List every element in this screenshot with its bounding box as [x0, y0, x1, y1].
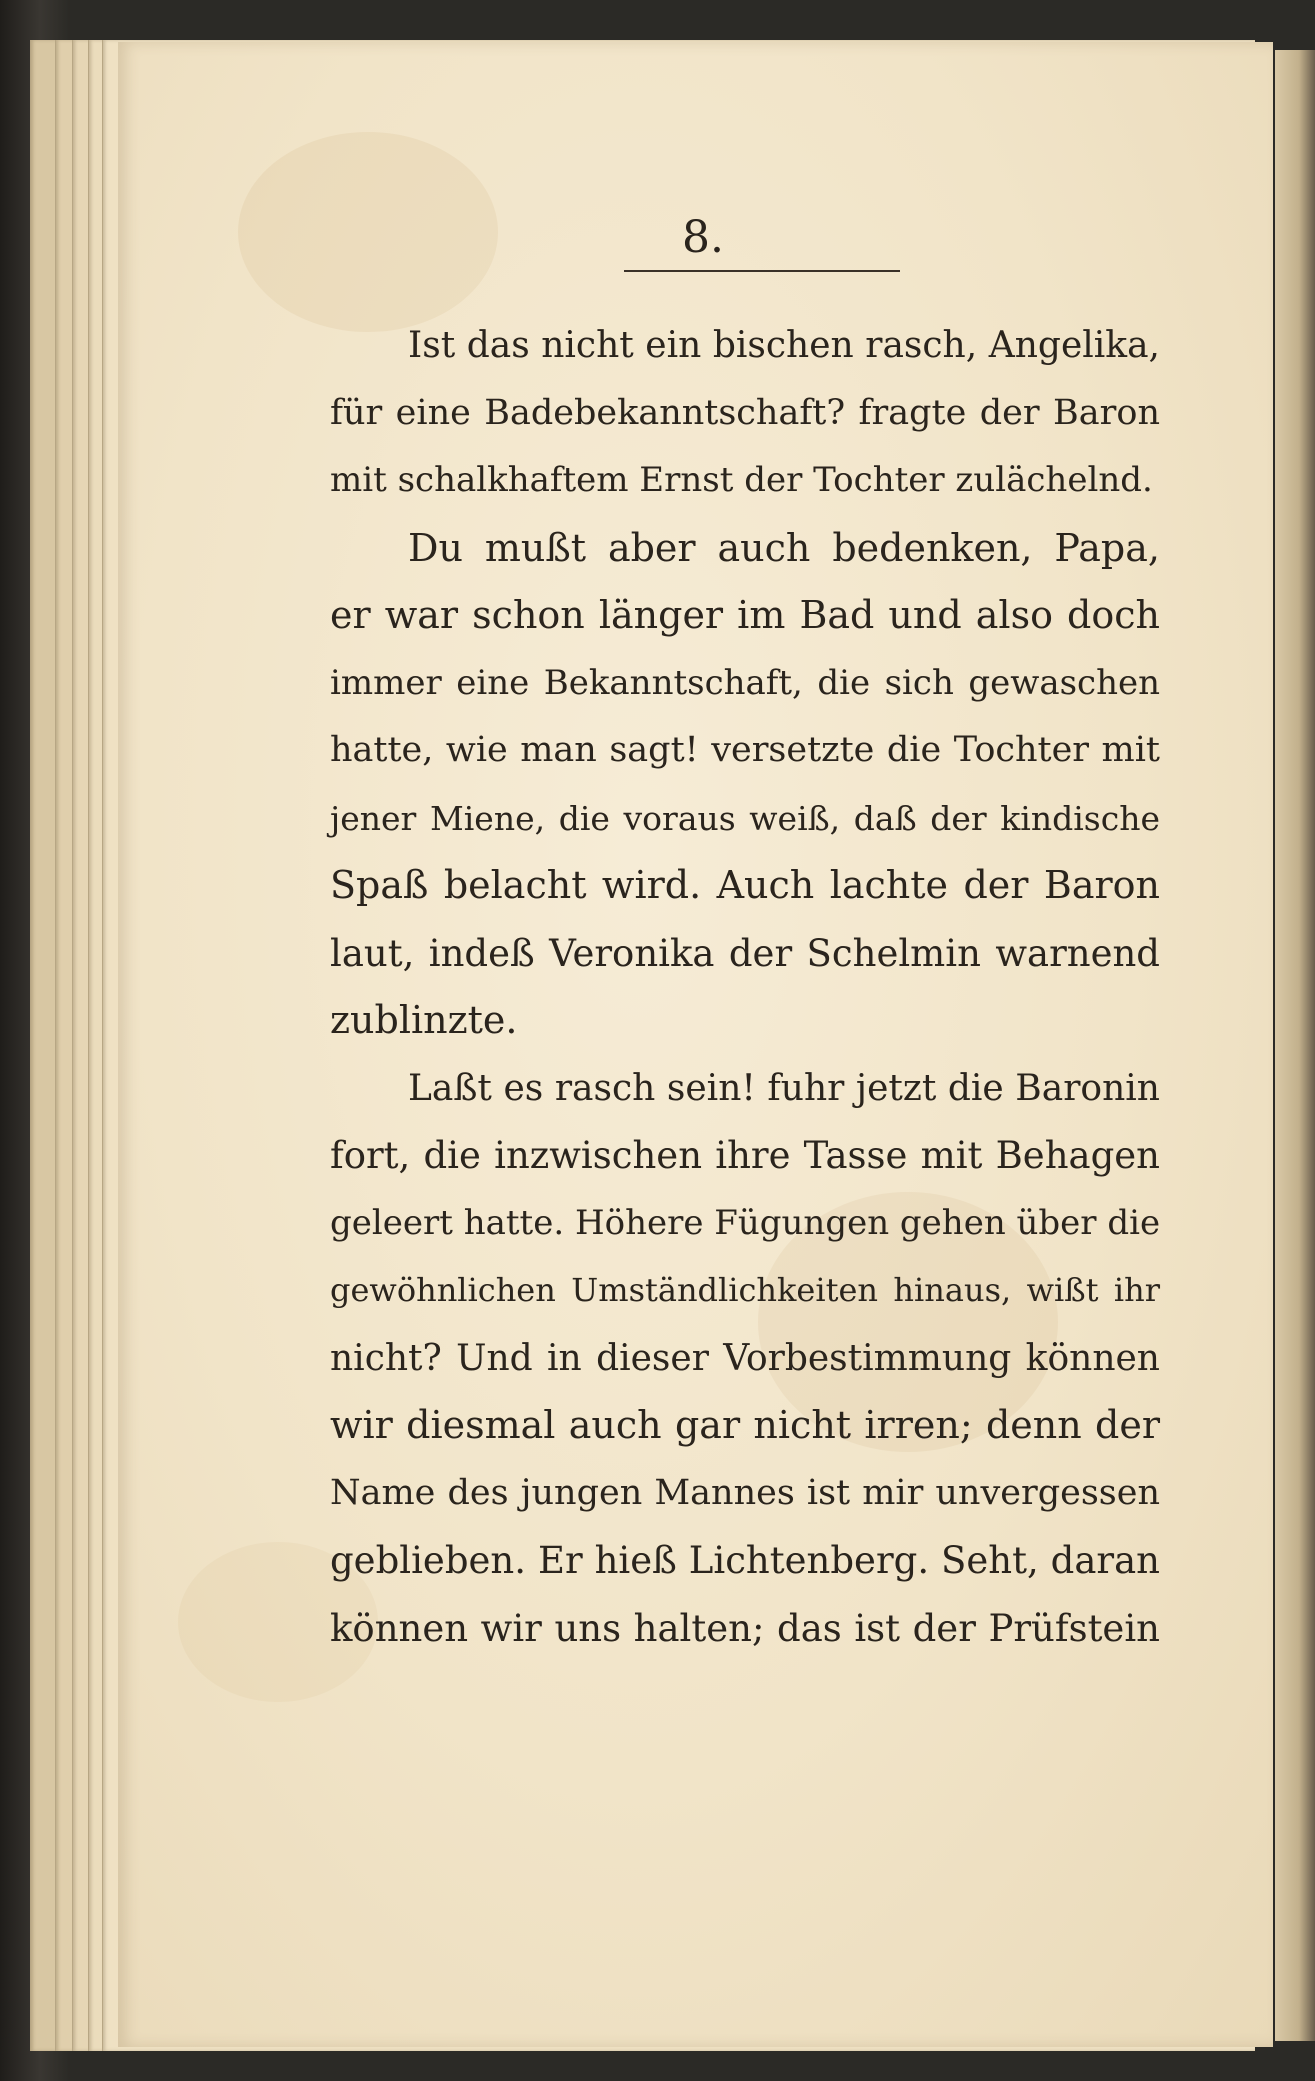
body-text — [330, 312, 1160, 1662]
text-line: geleert hatte. Höhere Fügungen gehen über die — [330, 1202, 1161, 1243]
text-line: gewöhnlichen Umständlichkeiten hinaus, wißt ihr — [330, 1271, 1160, 1309]
header-rule — [624, 270, 900, 272]
text-line: können wir uns halten; das ist der Prüfstein — [330, 1606, 1160, 1650]
text-line: Spaß belacht wird. Auch lachte der Baron — [330, 863, 1160, 907]
paper-stain — [238, 132, 498, 332]
text-line: nicht? Und in dieser Vorbestimmung können — [330, 1337, 1160, 1379]
text-line: zublinzte. — [330, 998, 518, 1042]
book-right-edge — [1275, 50, 1315, 2041]
text-line: laut, indeß Veronika der Schelmin warnend — [330, 931, 1160, 975]
text-line: jener Miene, die voraus weiß, daß der kindische — [330, 798, 1160, 838]
text-line: für eine Badebekanntschaft? fragte der Baron — [330, 392, 1160, 433]
text-line: wir diesmal auch gar nicht irren; denn der — [330, 1403, 1160, 1447]
text-line: geblieben. Er hieß Lichtenberg. Seht, daran — [330, 1539, 1160, 1582]
text-line: Laßt es rasch sein! fuhr jetzt die Baronin — [408, 1067, 1160, 1109]
text-line: immer eine Bekanntschaft, die sich gewaschen — [330, 662, 1160, 703]
text-line: Ist das nicht ein bischen rasch, Angelika, — [408, 325, 1160, 366]
text-line: Name des jungen Mannes ist mir unvergessen — [330, 1472, 1160, 1513]
text-line: mit schalkhaftem Ernst der Tochter zulächelnd. — [330, 460, 1153, 500]
text-line: fort, die inzwischen ihre Tasse mit Behagen — [330, 1134, 1160, 1177]
text-line: hatte, wie man sagt! versetzte die Tochter mit — [330, 730, 1160, 770]
text-line: er war schon länger im Bad und also doch — [330, 593, 1160, 637]
text-line: Du mußt aber auch bedenken, Papa, — [408, 525, 1160, 570]
page-number: 8. — [682, 212, 724, 263]
